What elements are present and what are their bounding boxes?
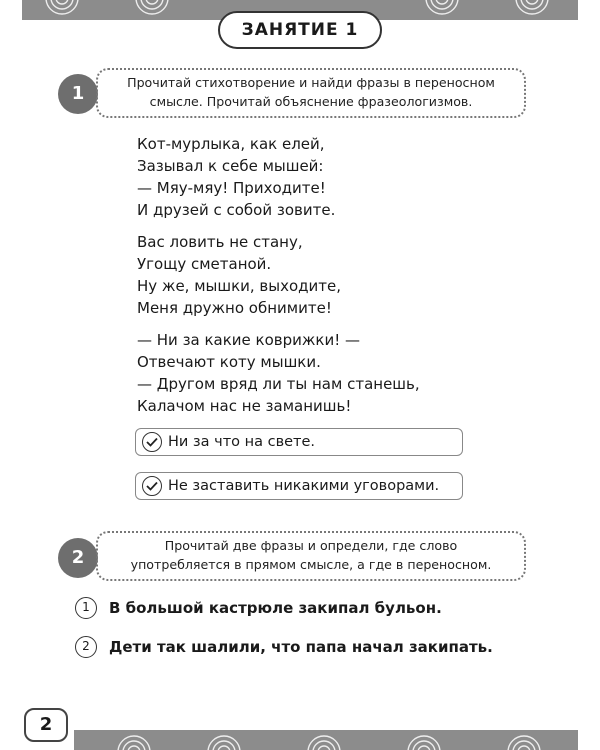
answer-box-1 bbox=[135, 428, 463, 456]
swirl-pattern-bottom bbox=[74, 730, 578, 750]
task-2-instruction-line-1: Прочитай две фразы и определи, где слово bbox=[164, 538, 458, 553]
poem-line: Вас ловить не стану, bbox=[137, 233, 303, 251]
poem-stanza-2 bbox=[137, 231, 420, 319]
poem-line: Зазывал к себе мышей: bbox=[137, 157, 324, 175]
answer-box-2 bbox=[135, 472, 463, 500]
task-1-number: 1 bbox=[58, 74, 98, 114]
answer-text-2: Не заставить никакими уговорами. bbox=[168, 478, 440, 494]
poem-line: Кот-мурлыка, как елей, bbox=[137, 135, 325, 153]
poem bbox=[137, 133, 420, 427]
poem-line: И друзей с собой зовите. bbox=[137, 201, 336, 219]
checkmark-icon bbox=[142, 476, 162, 496]
poem-stanza-3 bbox=[137, 329, 420, 417]
phrase-2-number: 2 bbox=[75, 636, 97, 658]
phrase-1 bbox=[75, 597, 442, 619]
poem-line: — Другом вряд ли ты нам станешь, bbox=[137, 375, 420, 393]
answer-text-1: Ни за что на свете. bbox=[168, 434, 316, 450]
phrase-1-text: В большой кастрюле закипал бульон. bbox=[109, 599, 442, 617]
poem-line: Меня дружно обнимите! bbox=[137, 299, 332, 317]
poem-line: Калачом нас не заманишь! bbox=[137, 397, 352, 415]
task-2-instruction-box bbox=[96, 531, 526, 581]
phrase-2 bbox=[75, 636, 493, 658]
task-1-instruction-line-2: смысле. Прочитай объяснение фразеологизмов. bbox=[149, 94, 473, 109]
checkmark-icon bbox=[142, 432, 162, 452]
bottom-decorative-band bbox=[74, 730, 578, 750]
task-1-instruction-box bbox=[96, 68, 526, 118]
poem-line: — Мяу-мяу! Приходите! bbox=[137, 179, 326, 197]
poem-stanza-1 bbox=[137, 133, 420, 221]
poem-line: Отвечают коту мышки. bbox=[137, 353, 321, 371]
phrase-1-number: 1 bbox=[75, 597, 97, 619]
poem-line: — Ни за какие коврижки! — bbox=[137, 331, 361, 349]
task-2-instruction-line-2: употребляется в прямом смысле, а где в переносном. bbox=[130, 557, 492, 572]
poem-line: Ну же, мышки, выходите, bbox=[137, 277, 342, 295]
task-1-instruction-line-1: Прочитай стихотворение и найди фразы в переносном bbox=[127, 75, 495, 90]
task-2-number: 2 bbox=[58, 538, 98, 578]
lesson-title: ЗАНЯТИЕ 1 bbox=[218, 11, 382, 49]
poem-line: Угощу сметаной. bbox=[137, 255, 272, 273]
phrase-2-text: Дети так шалили, что папа начал закипать. bbox=[109, 638, 493, 656]
page-number: 2 bbox=[24, 708, 68, 742]
